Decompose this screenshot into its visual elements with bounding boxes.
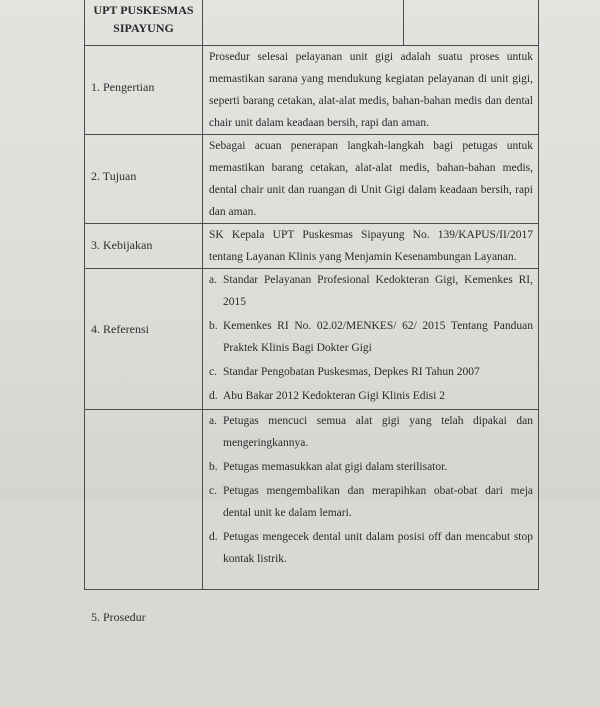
procedure-list: [203, 410, 538, 570]
list-item: a. Petugas mencuci semua alat gigi yang telah dipakai dan mengeringkannya.: [209, 415, 533, 449]
header-info-cell: [203, 0, 539, 46]
org-name-line1: UPT PUSKESMAS: [93, 3, 194, 17]
row-pengertian: [85, 46, 539, 135]
row-label: 2. Tujuan: [91, 168, 137, 183]
list-item: b. Petugas memasukkan alat gigi dalam sterilisator.: [209, 461, 448, 473]
header-row: [85, 0, 539, 46]
row-label: 5. Prosedur: [91, 610, 146, 624]
row-tujuan: [85, 135, 539, 224]
org-name-cell: [85, 0, 203, 46]
list-item: a. Standar Pelayanan Profesional Kedokteran Gigi, Kemenkes RI, 2015: [209, 274, 533, 308]
org-name-line2: SIPAYUNG: [113, 21, 174, 35]
row-referensi: [85, 269, 539, 410]
list-item: c. Petugas mengembalikan dan merapihkan obat-obat dari meja dental unit ke dalam lemari.: [209, 485, 533, 519]
list-item: d. Petugas mengecek dental unit dalam posisi off dan mencabut stop kontak listrik.: [209, 531, 533, 565]
row-text: Prosedur selesai pelayanan unit gigi adalah suatu proses untuk memastikan sarana yang mendukung kegiatan pelayanan di unit gigi, seperti barang cetakan, alat-alat medis, bahan-bahan medis dan dental chair unit dalam keadaan bersih, rapi dan aman.: [209, 51, 533, 129]
row-kebijakan: [85, 224, 539, 269]
list-item: d. Abu Bakar 2012 Kedokteran Gigi Klinis Edisi 2: [209, 390, 445, 402]
sop-table: [84, 0, 539, 624]
reference-list: [203, 269, 538, 407]
row-label: 3. Kebijakan: [91, 237, 153, 252]
row-label: 4. Referensi: [91, 322, 149, 336]
org-name: [85, 0, 202, 37]
list-item: b. Kemenkes RI No. 02.02/MENKES/ 62/ 2015 Tentang Panduan Praktek Klinis Bagi Dokter Gigi: [209, 320, 533, 354]
row-label: 1. Pengertian: [91, 80, 155, 94]
row-text: Sebagai acuan penerapan langkah-langkah bagi petugas untuk memastikan barang cetakan, alat-alat medis, bahan-bahan medis, dental chair unit dan ruangan di Unit Gigi dalam keadaan bersih, rapi dan aman.: [209, 140, 533, 218]
header-info-left: [203, 0, 404, 45]
row-text: SK Kepala UPT Puskesmas Sipayung No. 139/KAPUS/II/2017 tentang Layanan Klinis yang Menjamin Kesenambungan Layanan.: [209, 229, 533, 263]
list-item: c. Standar Pengobatan Puskesmas, Depkes RI Tahun 2007: [209, 366, 480, 378]
